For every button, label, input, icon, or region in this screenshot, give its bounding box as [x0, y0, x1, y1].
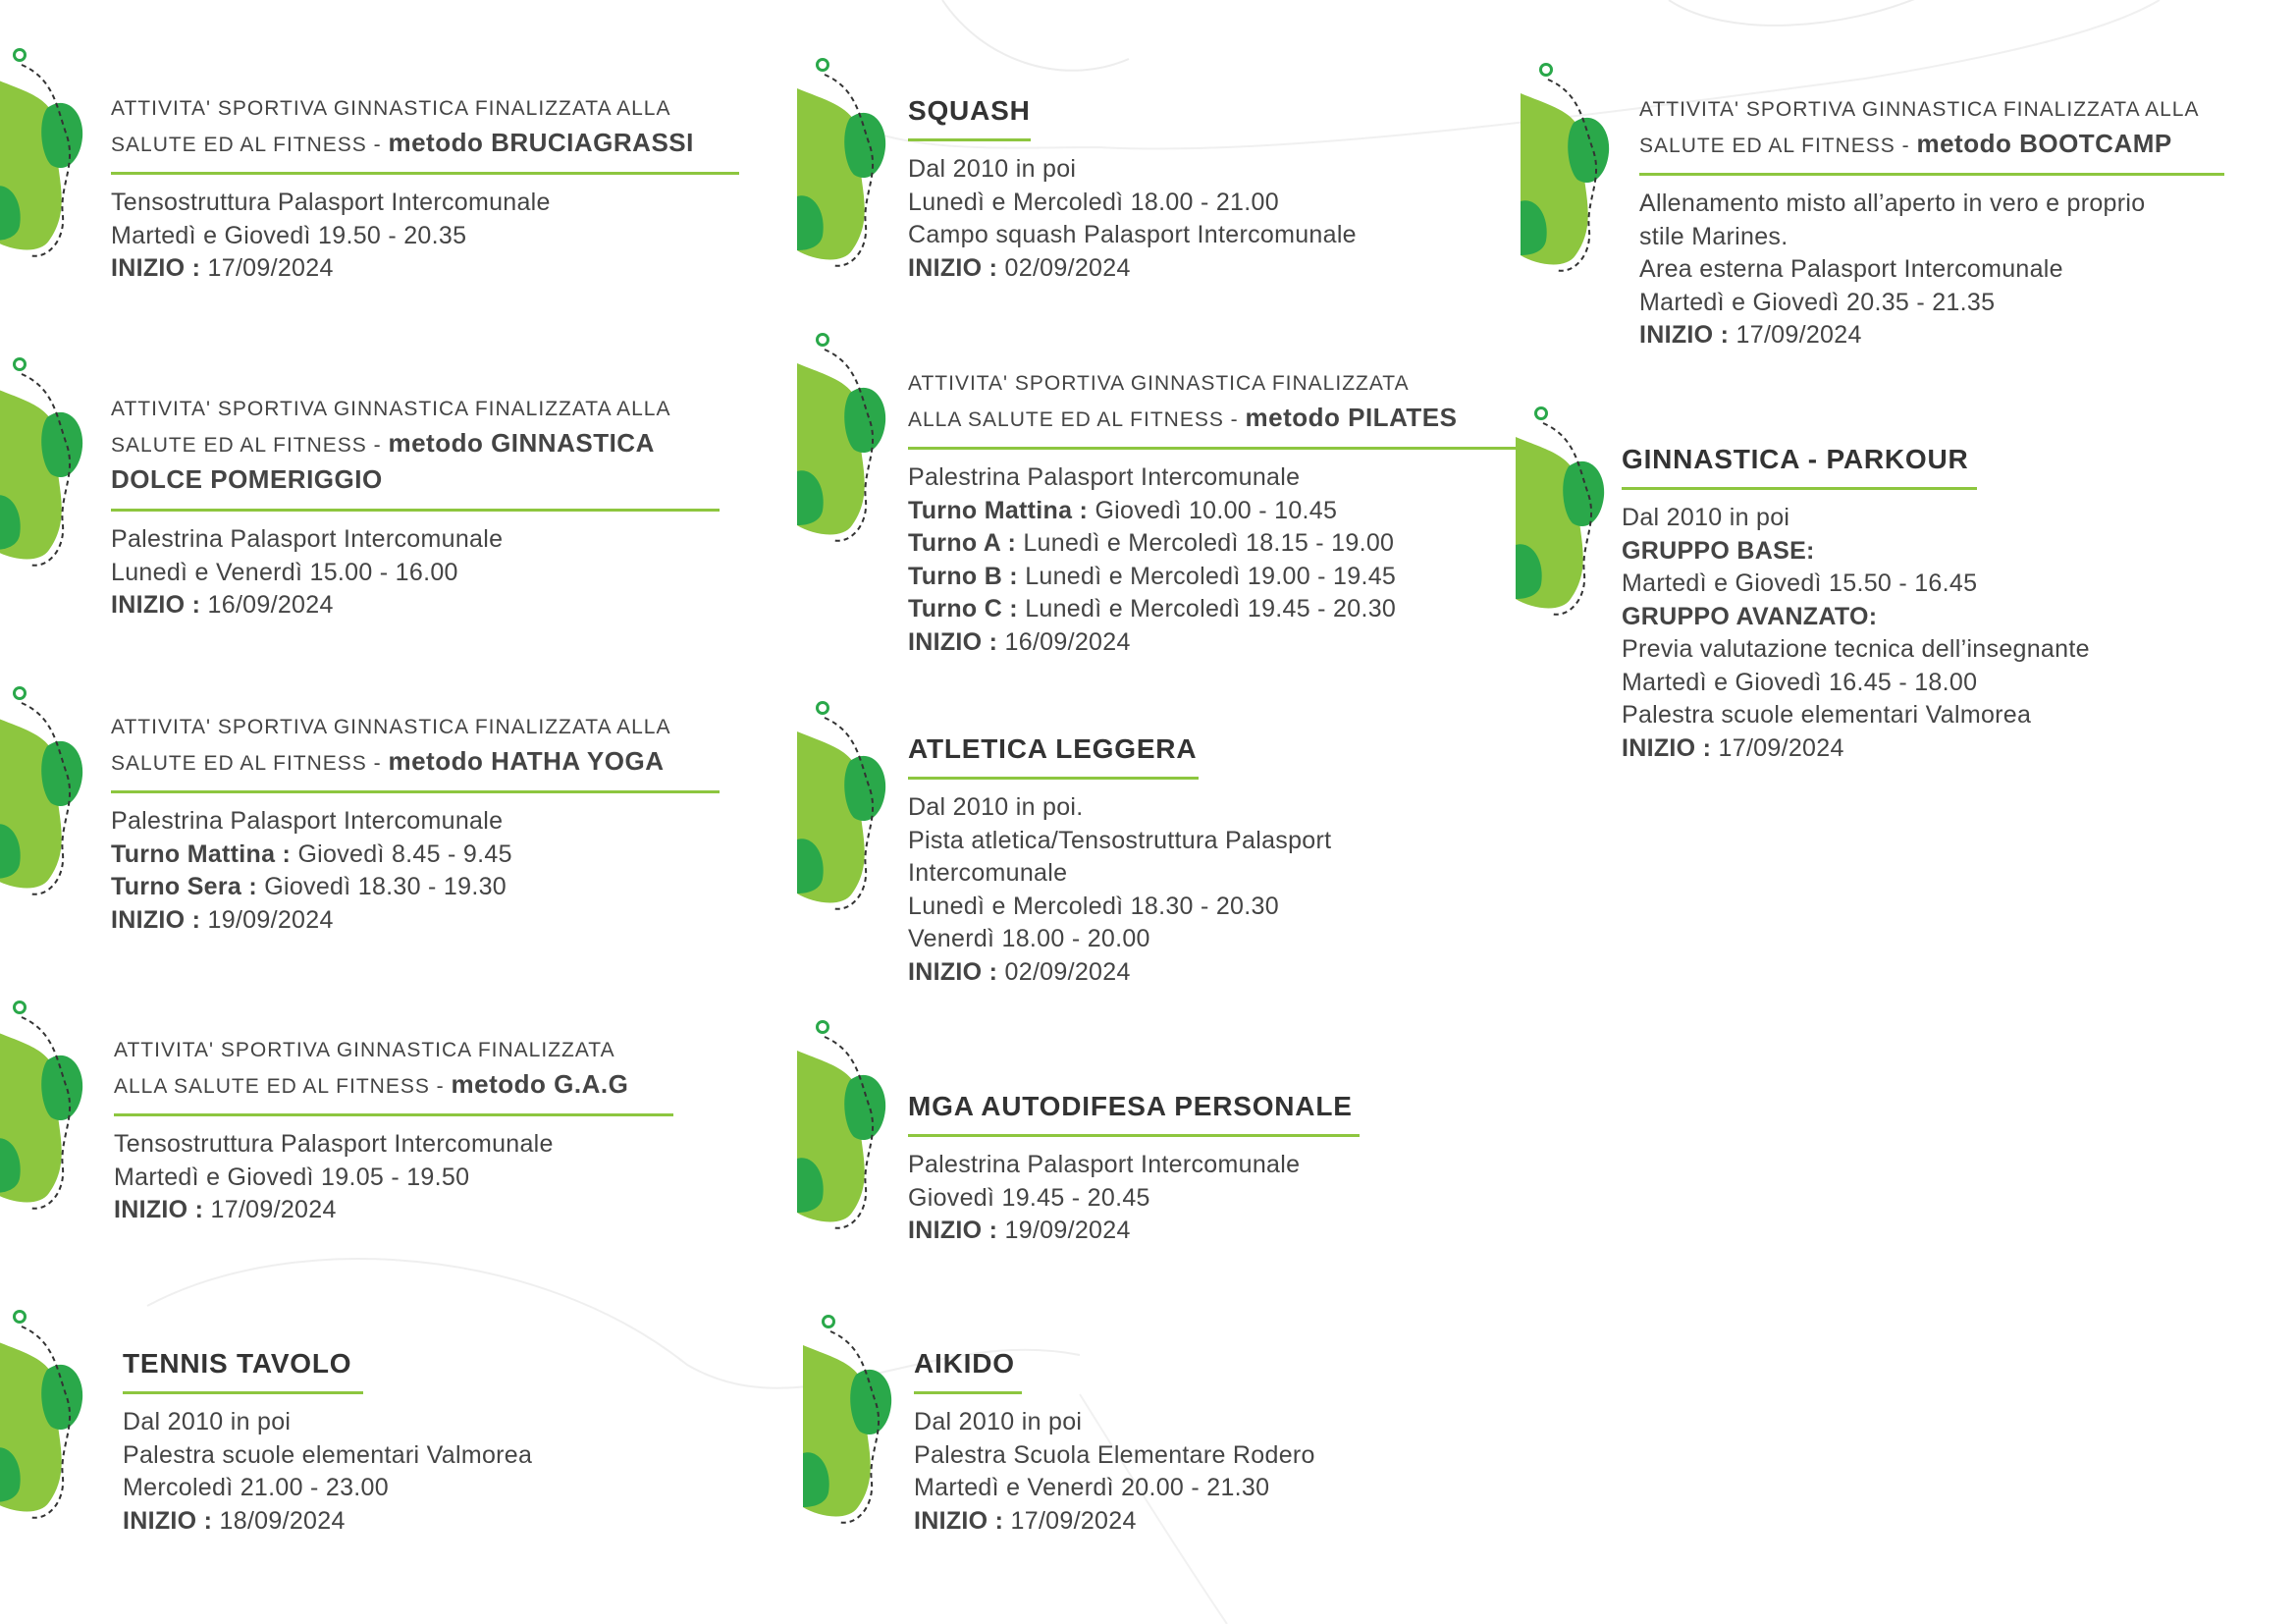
start-date: INIZIO : 17/09/2024 — [1622, 733, 1844, 762]
turn-morning: Turno Mattina : Giovedì 8.45 - 9.45 — [111, 839, 512, 868]
schedule-advanced: Martedì e Giovedì 16.45 - 18.00 — [1622, 668, 1978, 696]
start-date: INIZIO : 17/09/2024 — [111, 254, 334, 282]
schedule: Lunedì e Mercoledì 18.00 - 21.00 — [908, 188, 1279, 216]
method-name: metodo GINNASTICA — [388, 428, 655, 458]
kicker-text: ATTIVITA' SPORTIVA GINNASTICA FINALIZZATA ALLA — [111, 97, 671, 120]
schedule: Martedì e Giovedì 19.05 - 19.50 — [114, 1163, 470, 1191]
schedule: Martedì e Giovedì 19.50 - 20.35 — [111, 221, 467, 249]
location: Pista atletica/Tensostruttura Palasport — [908, 826, 1332, 854]
description-cont: stile Marines. — [1639, 222, 1789, 250]
card-squash — [908, 93, 1497, 285]
card-bruciagrassi — [111, 92, 739, 286]
start-date: INIZIO : 02/09/2024 — [908, 253, 1131, 282]
accent-rule — [111, 172, 739, 175]
accent-rule — [914, 1391, 1022, 1394]
kicker-text: ATTIVITA' SPORTIVA GINNASTICA FINALIZZATA ALLA — [111, 398, 671, 420]
card-title: MGA AUTODIFESA PERSONALE — [908, 1091, 1353, 1121]
start-date: INIZIO : 19/09/2024 — [111, 905, 334, 934]
schedule-friday: Venerdì 18.00 - 20.00 — [908, 925, 1150, 952]
accent-rule — [114, 1113, 673, 1116]
card-mga — [908, 1089, 1497, 1248]
method-name: metodo G.A.G — [451, 1069, 629, 1099]
schedule-base: Martedì e Giovedì 15.50 - 16.45 — [1622, 569, 1978, 597]
card-aikido — [914, 1346, 1503, 1538]
card-hatha-yoga — [111, 711, 720, 937]
kicker-text: ALLA SALUTE ED AL FITNESS - — [908, 408, 1239, 431]
accent-rule — [908, 1134, 1360, 1137]
location: Palestrina Palasport Intercomunale — [908, 1151, 1301, 1178]
requirement: Previa valutazione tecnica dell’insegnante — [1622, 635, 2090, 663]
kicker-text: ATTIVITA' SPORTIVA GINNASTICA FINALIZZATA — [908, 372, 1410, 395]
accent-rule — [908, 138, 1031, 141]
card-ginnastica-dolce — [111, 393, 720, 623]
card-atletica — [908, 731, 1517, 989]
card-title: TENNIS TAVOLO — [123, 1348, 352, 1379]
kicker-text: SALUTE ED AL FITNESS - — [111, 752, 382, 775]
schedule: Martedì e Venerdì 20.00 - 21.30 — [914, 1474, 1270, 1501]
card-gag — [114, 1034, 673, 1227]
location: Palestra scuole elementari Valmorea — [123, 1440, 533, 1469]
accent-rule — [908, 777, 1199, 780]
card-kicker — [114, 1034, 673, 1104]
start-date: INIZIO : 17/09/2024 — [1639, 321, 1862, 349]
accent-rule — [111, 790, 720, 793]
kicker-text: SALUTE ED AL FITNESS - — [111, 134, 382, 156]
location: Palestrina Palasport Intercomunale — [908, 463, 1301, 491]
start-date: INIZIO : 17/09/2024 — [114, 1196, 337, 1223]
age-range: Dal 2010 in poi — [1622, 504, 1790, 531]
location: Tensostruttura Palasport Intercomunale — [114, 1130, 554, 1158]
kicker-text: SALUTE ED AL FITNESS - — [111, 434, 382, 457]
method-name: metodo HATHA YOGA — [388, 746, 665, 776]
location: Palestra Scuola Elementare Rodero — [914, 1440, 1315, 1469]
card-kicker — [111, 393, 720, 499]
schedule: Lunedì e Venerdì 15.00 - 16.00 — [111, 558, 458, 586]
location-cont: Intercomunale — [908, 859, 1068, 887]
turn-b: Turno B : Lunedì e Mercoledì 19.00 - 19.45 — [908, 562, 1397, 590]
kicker-text: ALLA SALUTE ED AL FITNESS - — [114, 1075, 445, 1098]
turn-a: Turno A : Lunedì e Mercoledì 18.15 - 19.00 — [908, 529, 1395, 557]
card-title: ATLETICA LEGGERA — [908, 733, 1198, 764]
schedule: Martedì e Giovedì 20.35 - 21.35 — [1639, 288, 1996, 316]
accent-rule — [1622, 487, 1977, 490]
schedule: Giovedì 19.45 - 20.45 — [908, 1183, 1150, 1212]
card-kicker — [1639, 93, 2268, 163]
start-date: INIZIO : 02/09/2024 — [908, 957, 1131, 986]
age-range: Dal 2010 in poi — [914, 1408, 1083, 1435]
location: Area esterna Palasport Intercomunale — [1639, 255, 2063, 283]
start-date: INIZIO : 19/09/2024 — [908, 1217, 1131, 1244]
schedule: Lunedì e Mercoledì 18.30 - 20.30 — [908, 892, 1279, 920]
card-parkour — [1622, 442, 2250, 765]
group-advanced-label: GRUPPO AVANZATO: — [1622, 602, 1878, 630]
group-base-label: GRUPPO BASE: — [1622, 536, 1815, 565]
start-date: INIZIO : 17/09/2024 — [914, 1506, 1137, 1535]
accent-rule — [908, 447, 1517, 450]
location: Campo squash Palasport Intercomunale — [908, 221, 1357, 248]
card-title: SQUASH — [908, 95, 1031, 126]
start-date: INIZIO : 16/09/2024 — [111, 591, 334, 619]
start-date: INIZIO : 18/09/2024 — [123, 1506, 346, 1535]
kicker-text: ATTIVITA' SPORTIVA GINNASTICA FINALIZZATA ALLA — [1639, 98, 2200, 121]
card-title: GINNASTICA - PARKOUR — [1622, 444, 1969, 474]
location: Palestra scuole elementari Valmorea — [1622, 701, 2032, 729]
method-name: metodo PILATES — [1245, 403, 1458, 432]
kicker-text: ATTIVITA' SPORTIVA GINNASTICA FINALIZZATA ALLA — [111, 716, 671, 738]
card-kicker — [908, 367, 1517, 437]
accent-rule — [111, 509, 720, 512]
location: Palestrina Palasport Intercomunale — [111, 525, 504, 553]
location: Tensostruttura Palasport Intercomunale — [111, 189, 551, 216]
turn-morning: Turno Mattina : Giovedì 10.00 - 10.45 — [908, 496, 1338, 524]
accent-rule — [123, 1391, 363, 1394]
card-tennis-tavolo — [123, 1346, 712, 1538]
kicker-text: ATTIVITA' SPORTIVA GINNASTICA FINALIZZATA — [114, 1039, 615, 1061]
start-date: INIZIO : 16/09/2024 — [908, 627, 1131, 656]
location: Palestrina Palasport Intercomunale — [111, 807, 504, 835]
age-range: Dal 2010 in poi — [123, 1408, 292, 1435]
card-title: AIKIDO — [914, 1348, 1015, 1379]
age-range: Dal 2010 in poi. — [908, 793, 1084, 821]
turn-c: Turno C : Lunedì e Mercoledì 19.45 - 20.30 — [908, 595, 1397, 623]
turn-evening: Turno Sera : Giovedì 18.30 - 19.30 — [111, 873, 507, 900]
kicker-text: SALUTE ED AL FITNESS - — [1639, 135, 1910, 157]
card-kicker — [111, 92, 739, 162]
card-kicker — [111, 711, 720, 781]
accent-rule — [1639, 173, 2224, 176]
description: Allenamento misto all’aperto in vero e proprio — [1639, 189, 2146, 217]
card-pilates — [908, 367, 1517, 659]
card-bootcamp — [1639, 93, 2268, 352]
method-name: metodo BRUCIAGRASSI — [388, 128, 694, 157]
schedule: Mercoledì 21.00 - 23.00 — [123, 1474, 389, 1501]
method-name-cont: DOLCE POMERIGGIO — [111, 464, 383, 494]
method-name: metodo BOOTCAMP — [1916, 129, 2172, 158]
age-range: Dal 2010 in poi — [908, 155, 1077, 183]
